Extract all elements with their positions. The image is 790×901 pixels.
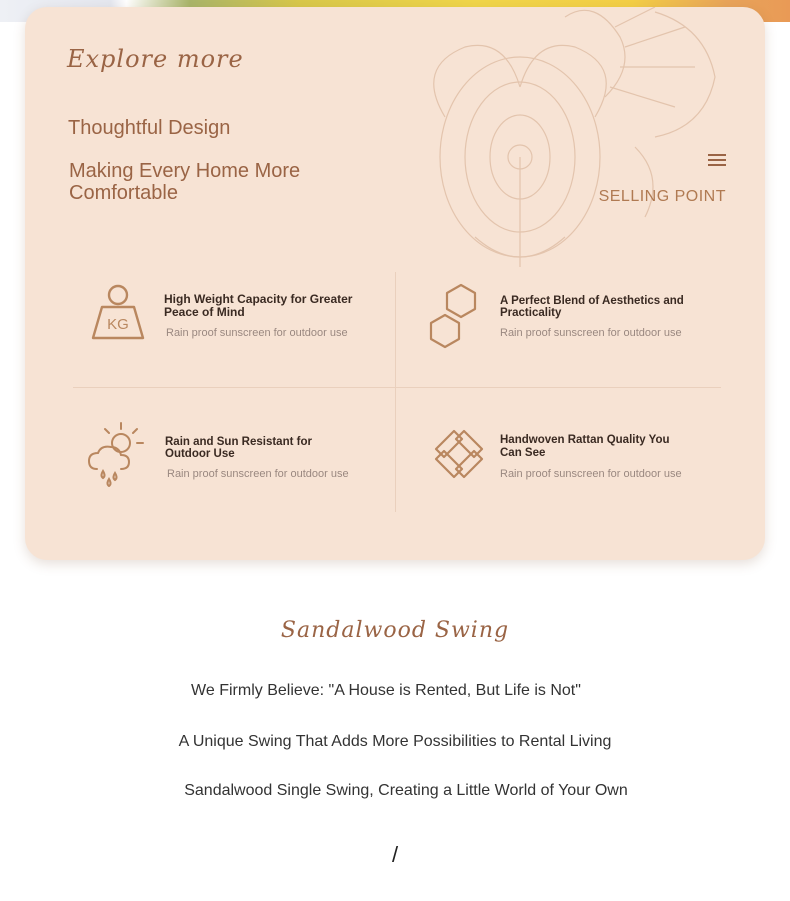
explore-more-label: Explore more: [67, 45, 244, 73]
feature-title: A Perfect Blend of Aesthetics and Practicality: [500, 295, 684, 319]
selling-point-label: SELLING POINT: [598, 188, 726, 205]
swing-title: Sandalwood Swing: [280, 618, 510, 643]
feature-title: Handwoven Rattan Quality You Can See: [500, 434, 670, 459]
kg-weight-icon: [88, 283, 148, 341]
flower-illustration: [405, 7, 735, 277]
tagline-2: A Unique Swing That Adds More Possibilities to Rental Living: [178, 733, 612, 750]
woven-rattan-icon: [430, 425, 488, 483]
menu-icon[interactable]: [708, 154, 726, 168]
feature-desc: Rain proof sunscreen for outdoor use: [166, 327, 348, 339]
tagline-1: We Firmly Believe: "A House is Rented, But Life is Not": [191, 682, 581, 699]
feature-desc: Rain proof sunscreen for outdoor use: [500, 327, 682, 339]
hexagon-icon: [429, 283, 481, 349]
selling-point-card: [25, 7, 765, 560]
horizontal-divider: [73, 387, 721, 388]
section-subtitle: Thoughtful Design: [68, 117, 231, 139]
sun-rain-cloud-icon: [87, 421, 149, 487]
svg-text:KG: KG: [107, 316, 129, 333]
feature-title: Rain and Sun Resistant for Outdoor Use: [165, 436, 312, 460]
tagline-3: Sandalwood Single Swing, Creating a Little World of Your Own: [184, 782, 628, 799]
section-headline: Making Every Home More Comfortable: [69, 160, 301, 204]
feature-desc: Rain proof sunscreen for outdoor use: [167, 468, 349, 480]
vertical-divider: [395, 272, 396, 512]
separator: /: [391, 842, 399, 867]
feature-title: High Weight Capacity for Greater Peace of Mind: [164, 292, 353, 319]
feature-desc: Rain proof sunscreen for outdoor use: [500, 468, 682, 480]
